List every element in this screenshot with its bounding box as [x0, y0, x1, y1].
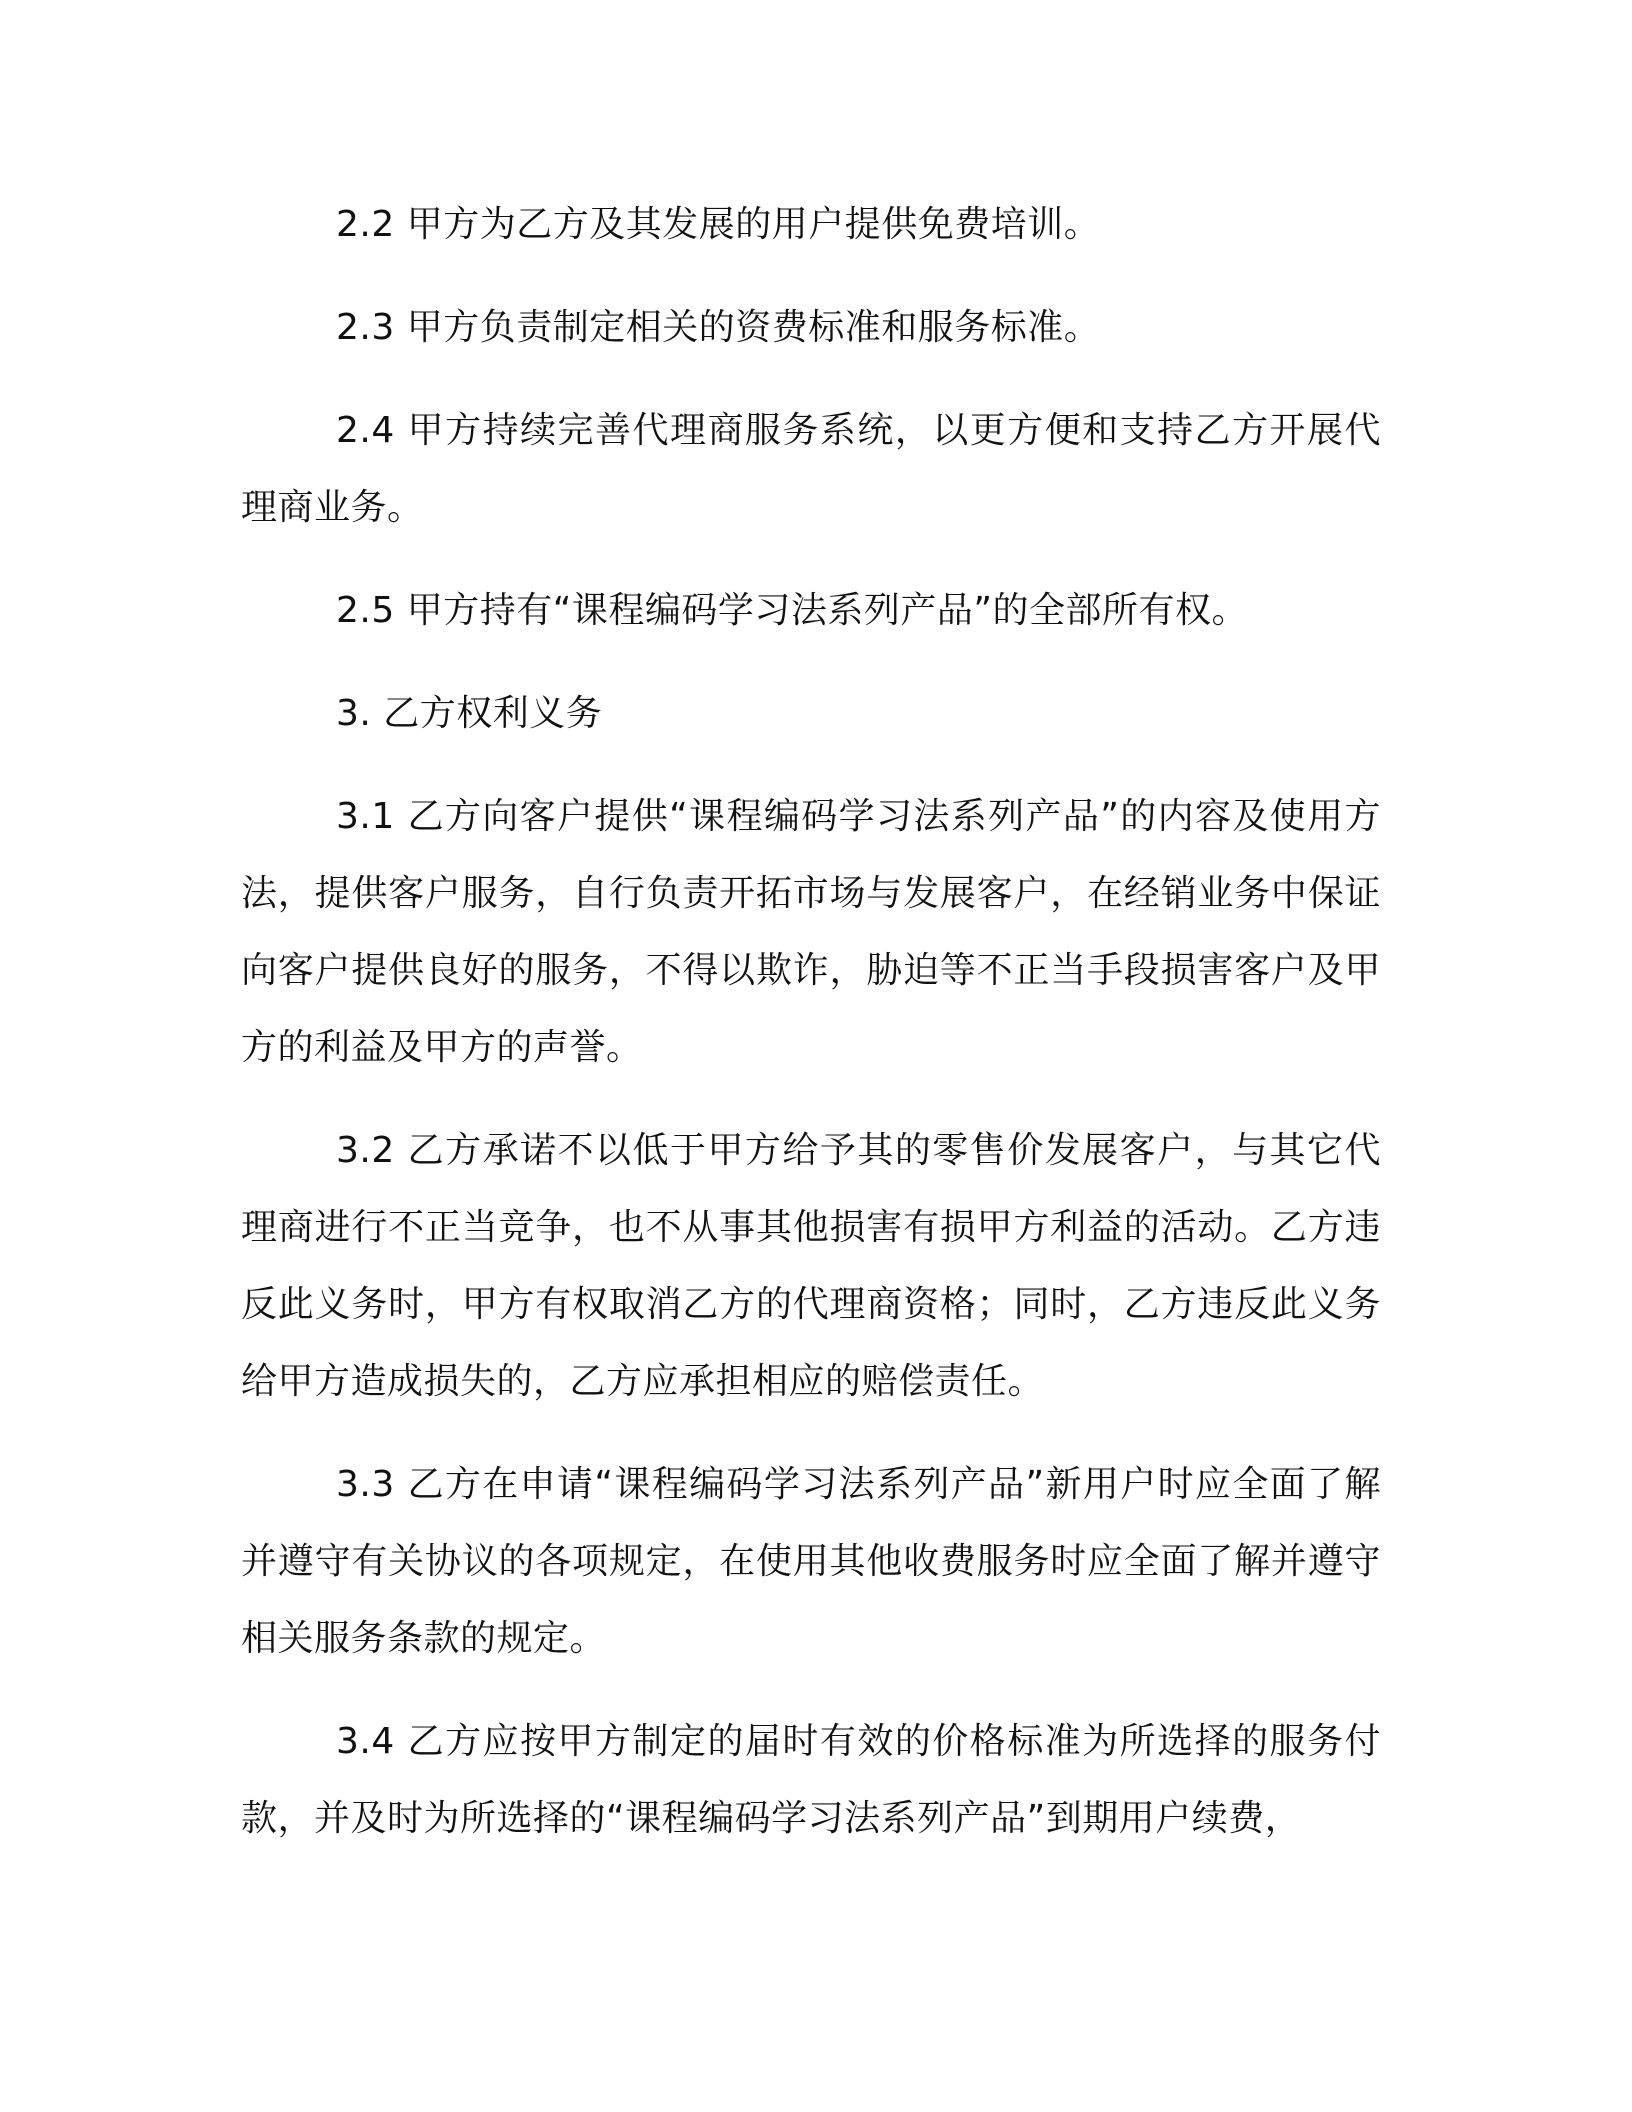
clause-2-4: 2.4 甲方持续完善代理商服务系统，以更方便和支持乙方开展代理商业务。 [241, 410, 1381, 528]
clause-2-3: 2.3 甲方负责制定相关的资费标准和服务标准。 [336, 307, 1101, 348]
clause-2-5: 2.5 甲方持有“课程编码学习法系列产品”的全部所有权。 [336, 590, 1248, 631]
document-page [241, 186, 1381, 1883]
clause-3-2: 3.2 乙方承诺不以低于甲方给予其的零售价发展客户，与其它代理商进行不正当竞争，也不从事其他损害有损甲方利益的活动。乙方违反此义务时，甲方有权取消乙方的代理商资格；同时，乙方违反此义务给甲方造成损失的，乙方应承担相应的赔偿责任。 [241, 1130, 1381, 1402]
clause-2-2: 2.2 甲方为乙方及其发展的用户提供免费培训。 [336, 204, 1101, 245]
section-3-heading: 3. 乙方权利义务 [336, 693, 603, 734]
clause-3-3: 3.3 乙方在申请“课程编码学习法系列产品”新用户时应全面了解并遵守有关协议的各项规定，在使用其他收费服务时应全面了解并遵守相关服务条款的规定。 [241, 1464, 1381, 1659]
clause-3-4: 3.4 乙方应按甲方制定的届时有效的价格标准为所选择的服务付款，并及时为所选择的“课程编码学习法系列产品”到期用户续费， [241, 1721, 1381, 1839]
clause-3-1: 3.1 乙方向客户提供“课程编码学习法系列产品”的内容及使用方法，提供客户服务，自行负责开拓市场与发展客户，在经销业务中保证向客户提供良好的服务，不得以欺诈，胁迫等不正当手段损害客户及甲方的利益及甲方的声誉。 [241, 796, 1381, 1068]
